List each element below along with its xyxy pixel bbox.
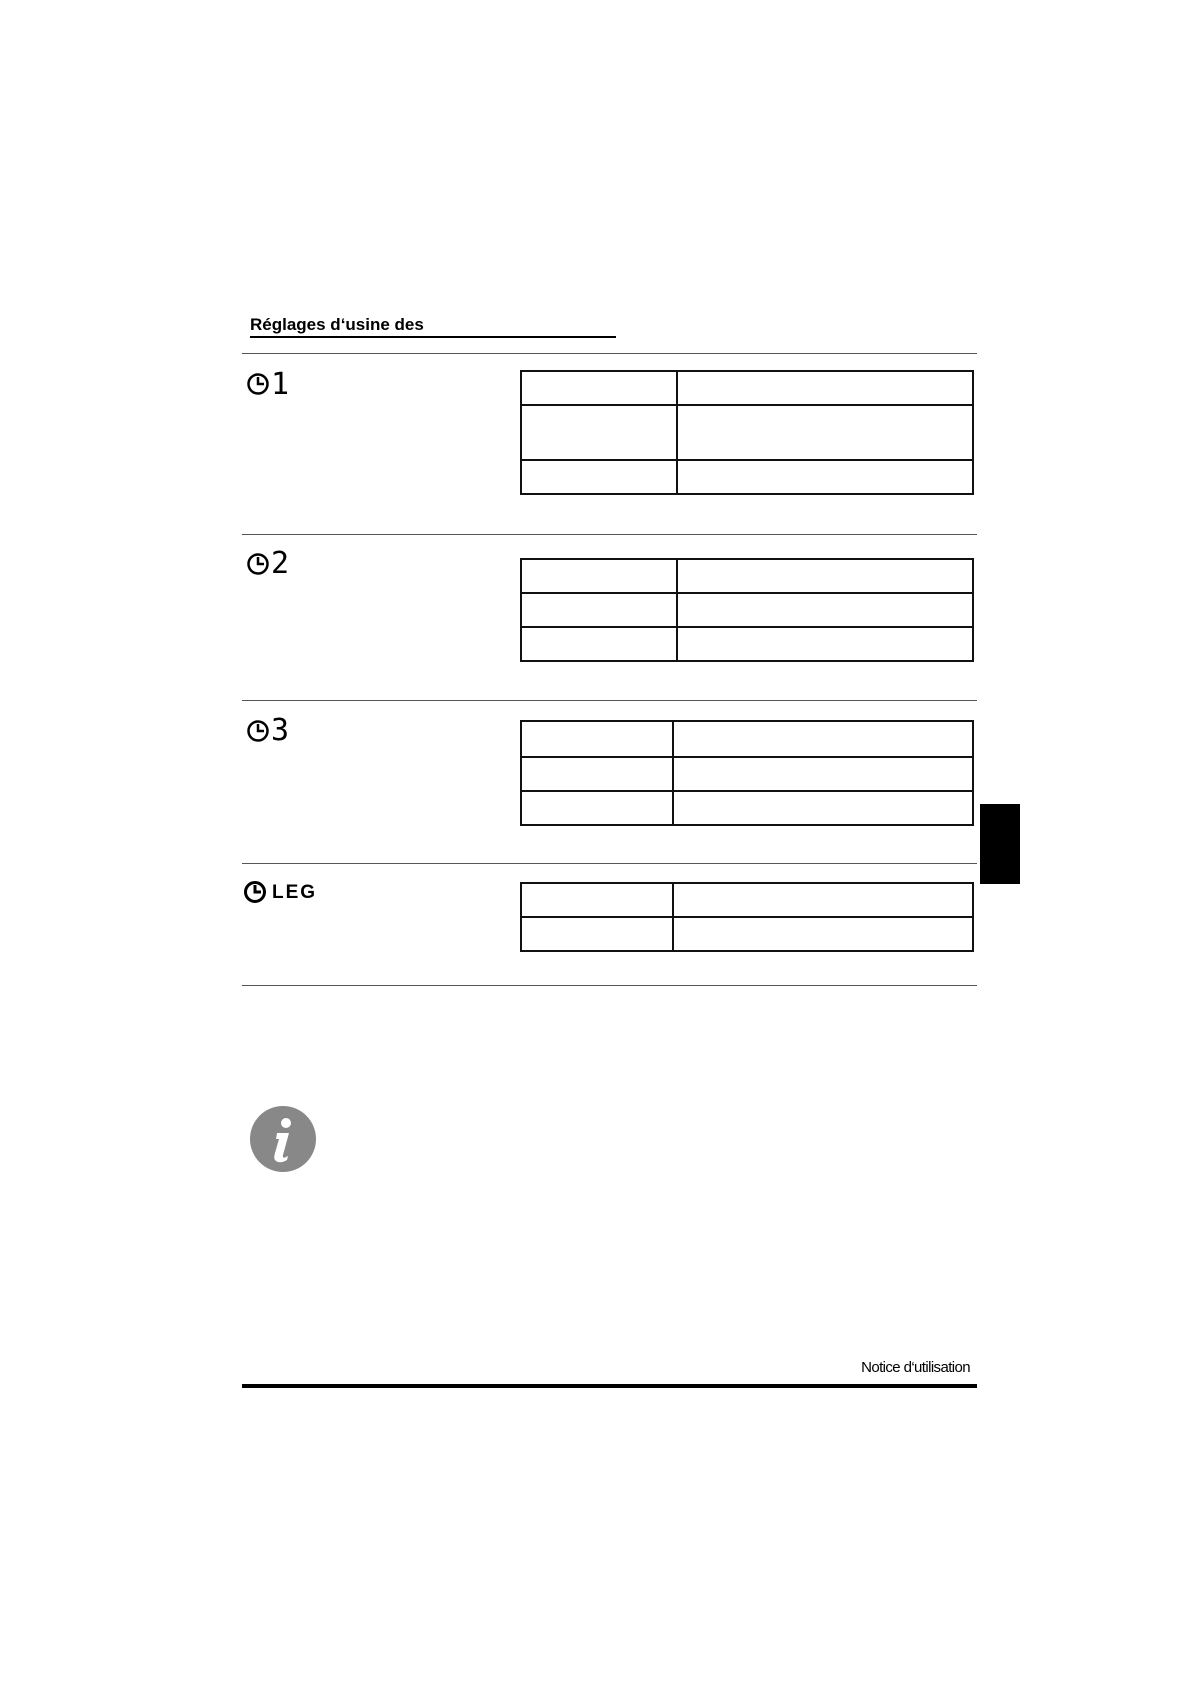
table-cell	[521, 791, 673, 825]
table-cell	[521, 917, 673, 951]
chapter-tab	[980, 804, 1020, 884]
table-cell	[673, 883, 973, 917]
section-divider	[242, 985, 977, 986]
program-leg-table	[520, 882, 974, 952]
table-cell	[521, 757, 673, 791]
table-cell	[673, 721, 973, 757]
table-row	[521, 405, 973, 460]
page-title: Réglages d‘usine des	[250, 315, 616, 338]
table-row	[521, 791, 973, 825]
program-3-label: 3	[271, 713, 290, 748]
table-row	[521, 460, 973, 494]
program-1-table	[520, 370, 974, 495]
footer-text: Notice d‘utilisation	[861, 1359, 970, 1376]
table-row	[521, 883, 973, 917]
table-cell	[673, 917, 973, 951]
program-2-table	[520, 558, 974, 662]
table-cell	[677, 627, 973, 661]
table-cell	[521, 883, 673, 917]
table-cell	[521, 627, 677, 661]
table-cell	[677, 559, 973, 593]
table-row	[521, 593, 973, 627]
program-leg-label: LEG	[272, 882, 318, 903]
section-divider	[242, 700, 977, 701]
section-divider	[242, 353, 977, 354]
program-2-label: 2	[271, 546, 290, 581]
table-cell	[677, 371, 973, 405]
table-cell	[521, 593, 677, 627]
table-row	[521, 627, 973, 661]
table-row	[521, 917, 973, 951]
table-cell	[677, 460, 973, 494]
table-row	[521, 721, 973, 757]
clock-icon	[243, 880, 267, 908]
table-cell	[521, 405, 677, 460]
table-row	[521, 371, 973, 405]
program-3-table	[520, 720, 974, 826]
table-cell	[521, 460, 677, 494]
table-row	[521, 559, 973, 593]
table-cell	[673, 791, 973, 825]
table-cell	[677, 405, 973, 460]
table-cell	[673, 757, 973, 791]
program-1-label: 1	[271, 367, 290, 402]
table-row	[521, 757, 973, 791]
clock-icon	[246, 372, 270, 400]
section-divider	[242, 863, 977, 864]
clock-icon	[246, 552, 270, 580]
table-cell	[521, 371, 677, 405]
table-cell	[521, 559, 677, 593]
table-cell	[521, 721, 673, 757]
footer-rule	[242, 1384, 977, 1388]
table-cell	[677, 593, 973, 627]
clock-icon	[246, 719, 270, 747]
section-divider	[242, 534, 977, 535]
info-icon	[250, 1106, 316, 1172]
